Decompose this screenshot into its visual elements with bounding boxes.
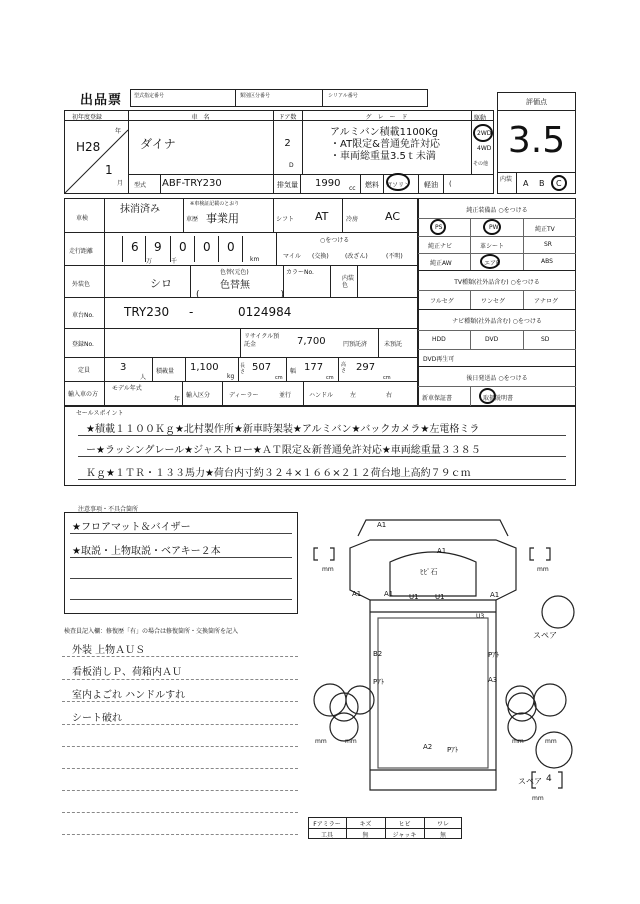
model-name-label: 車 名 [191,114,210,121]
load-unit: kg [227,373,235,380]
type-value: ABF-TRY230 [162,178,222,189]
inspector-line-3: 室内よごれ ハンドルすれ [72,690,186,701]
navi-sd: SD [541,336,550,343]
score-label: 評価点 [526,98,547,106]
fuel-gasoline: ガソリン [386,182,411,189]
usage-label: 車歴 [186,216,199,223]
type-label: 型式 [134,182,147,189]
width-value: 177 [304,362,324,373]
score-value: 3.5 [507,120,566,161]
diagram-a1-right-top: A1 [437,547,447,555]
displacement-label: 排気量 [277,181,298,189]
doors-label: ドア数 [278,114,297,121]
height-value: 297 [356,362,376,373]
form-label-class: 類別区分番号 [240,93,271,99]
length-unit: cm [275,375,283,381]
docs-manual: 取扱説明書 [483,395,514,402]
mileage-digit-4: 0 [203,240,211,254]
diagram-pato-right: Pｱﾄ [488,651,500,659]
tv-oneseg: ワンセグ [481,298,506,305]
ac-value: AC [385,210,401,223]
grade-line-1: アルミバン積載1100Kg [330,127,438,138]
mileage-digit-3: 0 [179,240,187,254]
tv-analog: アナログ [534,298,559,305]
year-unit: 年 [115,128,122,135]
equip-ps: PS [435,224,443,231]
import-dealer: ディーラー [229,392,259,399]
displacement-value: 1990 [315,178,341,189]
model-name: ダイナ [140,137,176,151]
legend-h2: キズ [359,821,372,828]
meter-rolled-option: (改ざん) [345,253,368,260]
form-title: 出品票 [80,93,123,108]
height-unit: cm [383,375,391,381]
capacity-unit: 人 [140,374,147,381]
import-class-label: 輸入区分 [186,392,211,399]
equip-pw: PW [489,224,499,231]
equip-pw-circle-mark [483,219,501,235]
sales-points-label: セールスポイント [76,410,124,417]
drive-2wd-circle-mark [473,124,493,142]
diagram-chip: ﾋﾋﾟ石 [420,568,438,576]
month-unit: 月 [117,180,124,187]
handle-left: 左 [350,392,357,399]
fuel-label: 燃料 [365,181,379,189]
capacity-label: 定員 [78,367,91,374]
legend-r4: 無 [439,832,446,839]
notes-label: 注意事項・不具合箇所 [78,506,139,513]
drive-label: 駆動 [474,115,487,122]
chassis-label: 車台No. [72,312,94,319]
int-color-label: 内装色 [342,275,355,289]
legend-r2: 無 [362,832,369,839]
shift-label: シフト [276,216,295,223]
grade-label: グ レ ー ド [365,114,408,121]
sales-point-line-2: ー★ラッシングレール★ジャストロー★ＡＴ限定＆新普通免許対応★車両総重量３３８５ [86,445,481,456]
diagram-pato-left: Pｱﾄ [373,678,385,686]
import-parallel: 並行 [279,392,292,399]
width-label: 幅 [290,368,297,375]
inspector-label: 検査員記入欄：修復歴「有」の場合は修復箇所・交換箇所を記入 [64,628,239,635]
docs-warranty: 新車保証書 [422,395,453,402]
tv-fullseg: フルセグ [430,298,454,305]
inspector-line-2: 看板消しＰ、荷箱内ＡＵ [72,667,182,678]
spare-label-bottom: スペア [518,777,542,786]
diagram-a3: A3 [488,676,498,684]
interior-c-circle-mark [551,175,567,191]
grade-line-2: ・AT限定&普通免許対応 [330,139,440,150]
navi-dvd: DVD [485,336,499,343]
grade-line-3: ・車両総重量3.5ｔ未満 [330,151,436,162]
import-label: 輸入車の方 [68,391,99,398]
color-change-value: 色替無 [220,280,250,291]
equip-abs: ABS [541,258,553,265]
diagram-a1-top: A1 [377,521,387,529]
first-reg-month: 1 [105,163,113,177]
navi-type-label: ナビ種類(社外品含む) ○をつける [452,318,542,325]
color-change-label: 色替(元色) [220,269,249,276]
fuel-gasoline-circle-mark [386,173,410,191]
legend-h3: ヒビ [398,821,411,828]
length-label: 長さ [240,363,246,375]
equip-sr: SR [544,241,552,248]
ext-color-label: 外装色 [72,281,91,288]
usage-value: 事業用 [206,212,239,225]
recycle-paid: 円預託済 [343,341,368,348]
capacity-value: 3 [120,362,127,373]
note-line-1: ★フロアマット＆バイザー [72,522,191,533]
wheel-rear-right [534,684,566,716]
interior-grade-c: C [556,179,562,188]
truck-wheels [300,540,580,820]
mileage-label: 走行距離 [69,248,94,255]
mileage-mile-option: マイル [283,253,301,260]
grade-text [330,127,440,163]
handle-right: 右 [386,392,393,399]
equip-navi: 純正ナビ [428,243,453,250]
interior-grade-a: A [523,179,529,188]
diagram-a2: A2 [423,743,433,751]
mileage-digit-1: 6 [131,240,139,254]
tire-mm-rr2: mm [545,738,557,745]
ext-color-value: シロ [150,277,172,290]
docs-manual-circle-mark [479,388,496,404]
displacement-unit: cc [349,185,356,192]
color-change-paren: ( ) [196,290,285,300]
mileage-digit-2: 9 [154,240,162,254]
equip-airbag: エアB [484,260,501,267]
first-reg-diagonal [64,120,128,194]
recycle-unpaid: 未預託 [384,341,403,348]
inspection-label: 車検 [76,215,89,222]
diagram-a1-right: A1 [490,591,500,599]
navi-hdd: HDD [432,336,446,343]
recycle-value: 7,700 [297,336,326,347]
chassis-model: TRY230 [124,305,170,319]
drive-2wd: 2WD [477,130,492,137]
equip-airbag-circle-mark [480,254,500,269]
interior-grade-b: B [539,179,545,188]
diagram-a1-center: A1 [384,590,394,598]
mileage-km-unit: km [250,256,260,263]
load-value: 1,100 [190,362,219,373]
spare-wheel-bottom [536,732,572,768]
mileage-man-unit: 万 [146,258,153,265]
diagram-b2: B2 [373,650,383,658]
spare-label-top: スペア [533,631,557,640]
inspection-value: 抹消済み [120,204,160,215]
sales-point-line-3: Ｋｇ★１ＴＲ・１３３馬力★荷台内寸約３２４×１６６×２１２荷台地上高約７９ｃｍ [86,468,471,479]
usage-note: ※車検証記載のとおり [190,201,240,207]
diagram-pato-bottom: Pｱﾄ [447,746,459,754]
form-number-strip [130,89,428,107]
legend-r3: ジャッキ [392,832,417,839]
drive-other: その他 [473,161,489,167]
first-reg-era-year: H28 [76,140,101,154]
diagram-a1-left: A1 [352,590,362,598]
load-label: 積載量 [156,368,175,375]
model-year-unit: 年 [174,396,181,403]
handle-label: ハンドル [309,392,334,399]
drive-4wd: 4WD [477,145,492,152]
wheel-rear-left [314,684,346,716]
width-unit: cm [326,375,334,381]
form-label-type-designation: 型式指定番号 [134,93,165,99]
meter-unknown-option: (不明) [386,253,403,260]
note-line-2: ★取説・上物取説・ベアキー２本 [72,546,221,557]
mileage-sen-unit: 千 [171,258,178,265]
doors-sub: D [289,162,294,169]
spare-mm: mm [532,795,544,802]
doors-value: 2 [284,138,291,149]
tire-mm-fr: mm [537,566,549,573]
fuel-other: ( [449,180,452,188]
inspector-line-4: シート破れ [72,713,122,724]
interior-label: 内装 [500,176,513,183]
model-year-label: モデル年式 [112,385,142,392]
tire-mm-fl: mm [322,566,334,573]
legend-h1: Fアミラー [313,821,341,828]
factory-equipment-label: 純正装備品 ○をつける [466,207,528,214]
reg-no-label: 登録No. [72,341,94,348]
fuel-diesel: 軽油 [424,181,438,189]
spare-value: 4 [546,774,552,784]
chassis-dash: - [189,305,194,319]
first-reg-label: 初年度登録 [72,114,103,121]
mileage-option-note: ○をつける [320,237,350,244]
form-label-serial: シリアル番号 [328,93,358,99]
recycle-label: リサイクル預託金 [244,333,280,348]
diagram-u3: U3 [476,613,485,620]
tire-mm-rl: mm [315,738,327,745]
wheel-rear-right-inner [506,686,534,714]
tv-type-label: TV種類(社外品含む) ○をつける [454,279,540,286]
length-value: 507 [252,362,272,373]
mileage-digit-5: 0 [227,240,235,254]
equip-tv: 純正TV [535,226,555,233]
tire-mm-rl2: mm [345,738,357,745]
chassis-number: 0124984 [238,305,292,319]
height-label: 高さ [341,362,347,374]
meter-exchanged-option: (交換) [312,253,329,260]
navi-dvd-play: DVD再生可 [423,356,455,363]
shift-value: AT [315,210,329,223]
tire-mm-rr: mm [512,738,524,745]
sales-point-line-1: ★積載１１００Ｋｇ★北村製作所★新車時架装★アルミバン★バックカメラ★左電格ミラ [86,424,480,435]
equip-aw: 純正AW [430,260,452,267]
inspector-line-1: 外装 上物ＡＵＳ [72,645,146,656]
equip-leather: 革シート [480,243,505,250]
legend-r1: 工具 [320,832,333,839]
ac-label: 冷房 [346,216,359,223]
color-no-label: カラーNo. [286,269,314,276]
diagram-u1-b: U1 [435,593,445,601]
equip-ps-circle-mark [430,219,446,235]
docs-label: 後日発送品 ○をつける [466,375,528,382]
legend-h4: ワレ [436,821,449,828]
diagram-u1-a: U1 [409,593,419,601]
wheel-rear-left-inner [346,686,374,714]
